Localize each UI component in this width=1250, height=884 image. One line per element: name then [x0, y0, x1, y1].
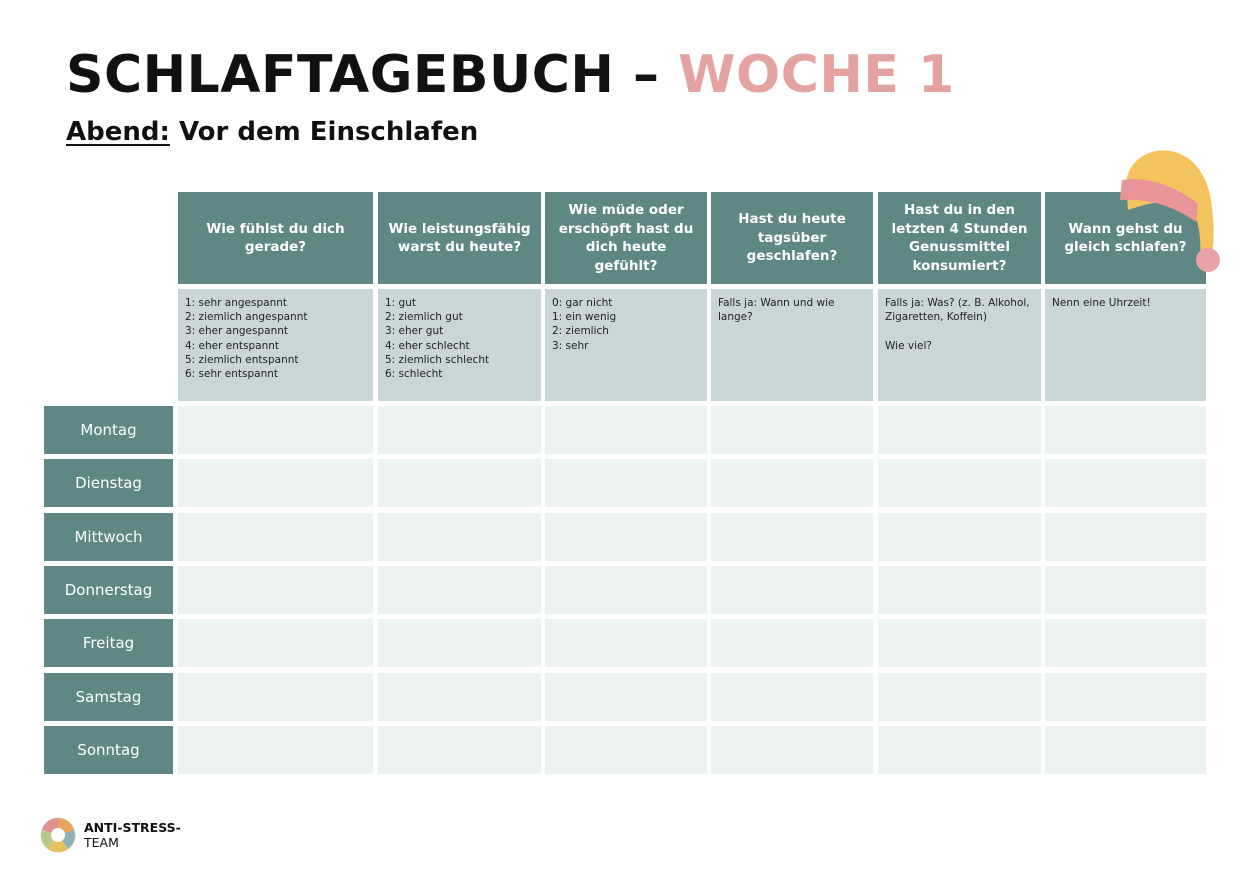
column-description: 1: sehr angespannt 2: ziemlich angespannt 3: eher angespannt 4: eher entspannt 5: ziemlich entspannt 6: sehr entspannt — [178, 289, 373, 401]
entry-cell[interactable] — [545, 459, 707, 507]
column-header-text: Hast du heute tagsüber geschlafen? — [738, 211, 846, 265]
entry-cell[interactable] — [1045, 406, 1206, 454]
entry-cell[interactable] — [545, 406, 707, 454]
day-label: Mittwoch — [44, 513, 173, 561]
entry-cell[interactable] — [378, 726, 541, 774]
entry-cell[interactable] — [545, 673, 707, 721]
column-description: Falls ja: Wann und wie lange? — [711, 289, 873, 401]
entry-cell[interactable] — [878, 673, 1041, 721]
subtitle-label: Abend: — [66, 117, 170, 147]
day-label: Samstag — [44, 673, 173, 721]
entry-cell[interactable] — [1045, 513, 1206, 561]
day-label: Sonntag — [44, 726, 173, 774]
entry-cell[interactable] — [378, 459, 541, 507]
entry-cell[interactable] — [545, 726, 707, 774]
column-header — [711, 192, 873, 284]
column-description: Falls ja: Was? (z. B. Alkohol, Zigaretten, Koffein) Wie viel? — [878, 289, 1041, 401]
brand-name — [84, 820, 181, 850]
column-header-text: Wie leistungsfähig warst du heute? — [388, 220, 531, 255]
column-description: 1: gut 2: ziemlich gut 3: eher gut 4: eher schlecht 5: ziemlich schlecht 6: schlecht — [378, 289, 541, 401]
entry-cell[interactable] — [711, 513, 873, 561]
entry-cell[interactable] — [178, 726, 373, 774]
entry-cell[interactable] — [1045, 459, 1206, 507]
entry-cell[interactable] — [878, 619, 1041, 667]
entry-cell[interactable] — [178, 566, 373, 614]
entry-cell[interactable] — [545, 619, 707, 667]
column-header — [178, 192, 373, 284]
entry-cell[interactable] — [178, 406, 373, 454]
title-main: SCHLAFTAGEBUCH – — [66, 45, 660, 105]
entry-cell[interactable] — [378, 513, 541, 561]
column-header — [378, 192, 541, 284]
entry-cell[interactable] — [178, 513, 373, 561]
entry-cell[interactable] — [378, 566, 541, 614]
entry-cell[interactable] — [878, 459, 1041, 507]
column-header-text: Wann gehst du gleich schlafen? — [1064, 220, 1187, 255]
sleeping-cap-icon — [1108, 136, 1224, 276]
entry-cell[interactable] — [878, 726, 1041, 774]
brand-footer — [40, 817, 181, 853]
column-header — [878, 192, 1041, 284]
entry-cell[interactable] — [1045, 619, 1206, 667]
anti-stress-team-logo-icon — [40, 817, 76, 853]
entry-cell[interactable] — [711, 566, 873, 614]
entry-cell[interactable] — [1045, 566, 1206, 614]
entry-cell[interactable] — [711, 673, 873, 721]
entry-cell[interactable] — [178, 459, 373, 507]
entry-cell[interactable] — [545, 566, 707, 614]
entry-cell[interactable] — [711, 726, 873, 774]
subtitle-text: Vor dem Einschlafen — [178, 117, 479, 147]
column-header — [545, 192, 707, 284]
entry-cell[interactable] — [711, 459, 873, 507]
entry-cell[interactable] — [378, 673, 541, 721]
column-header-text: Hast du in den letzten 4 Stunden Genussmittel konsumiert? — [891, 202, 1028, 274]
column-description: 0: gar nicht 1: ein wenig 2: ziemlich 3: sehr — [545, 289, 707, 401]
entry-cell[interactable] — [1045, 726, 1206, 774]
entry-cell[interactable] — [878, 566, 1041, 614]
day-label: Donnerstag — [44, 566, 173, 614]
title-accent: WOCHE 1 — [678, 45, 955, 105]
entry-cell[interactable] — [711, 619, 873, 667]
brand-line-1: ANTI-STRESS- — [84, 820, 181, 835]
page-title — [66, 44, 955, 106]
page-subtitle — [66, 114, 478, 150]
entry-cell[interactable] — [878, 406, 1041, 454]
entry-cell[interactable] — [545, 513, 707, 561]
column-header-text: Wie müde oder erschöpft hast du dich heute gefühlt? — [558, 202, 694, 274]
entry-cell[interactable] — [178, 673, 373, 721]
entry-cell[interactable] — [1045, 673, 1206, 721]
brand-line-2: TEAM — [84, 835, 119, 850]
entry-cell[interactable] — [711, 406, 873, 454]
column-description: Nenn eine Uhrzeit! — [1045, 289, 1206, 401]
entry-cell[interactable] — [378, 619, 541, 667]
column-header-text: Wie fühlst du dich gerade? — [206, 220, 345, 255]
day-label: Dienstag — [44, 459, 173, 507]
day-label: Freitag — [44, 619, 173, 667]
entry-cell[interactable] — [378, 406, 541, 454]
day-label: Montag — [44, 406, 173, 454]
entry-cell[interactable] — [178, 619, 373, 667]
entry-cell[interactable] — [878, 513, 1041, 561]
